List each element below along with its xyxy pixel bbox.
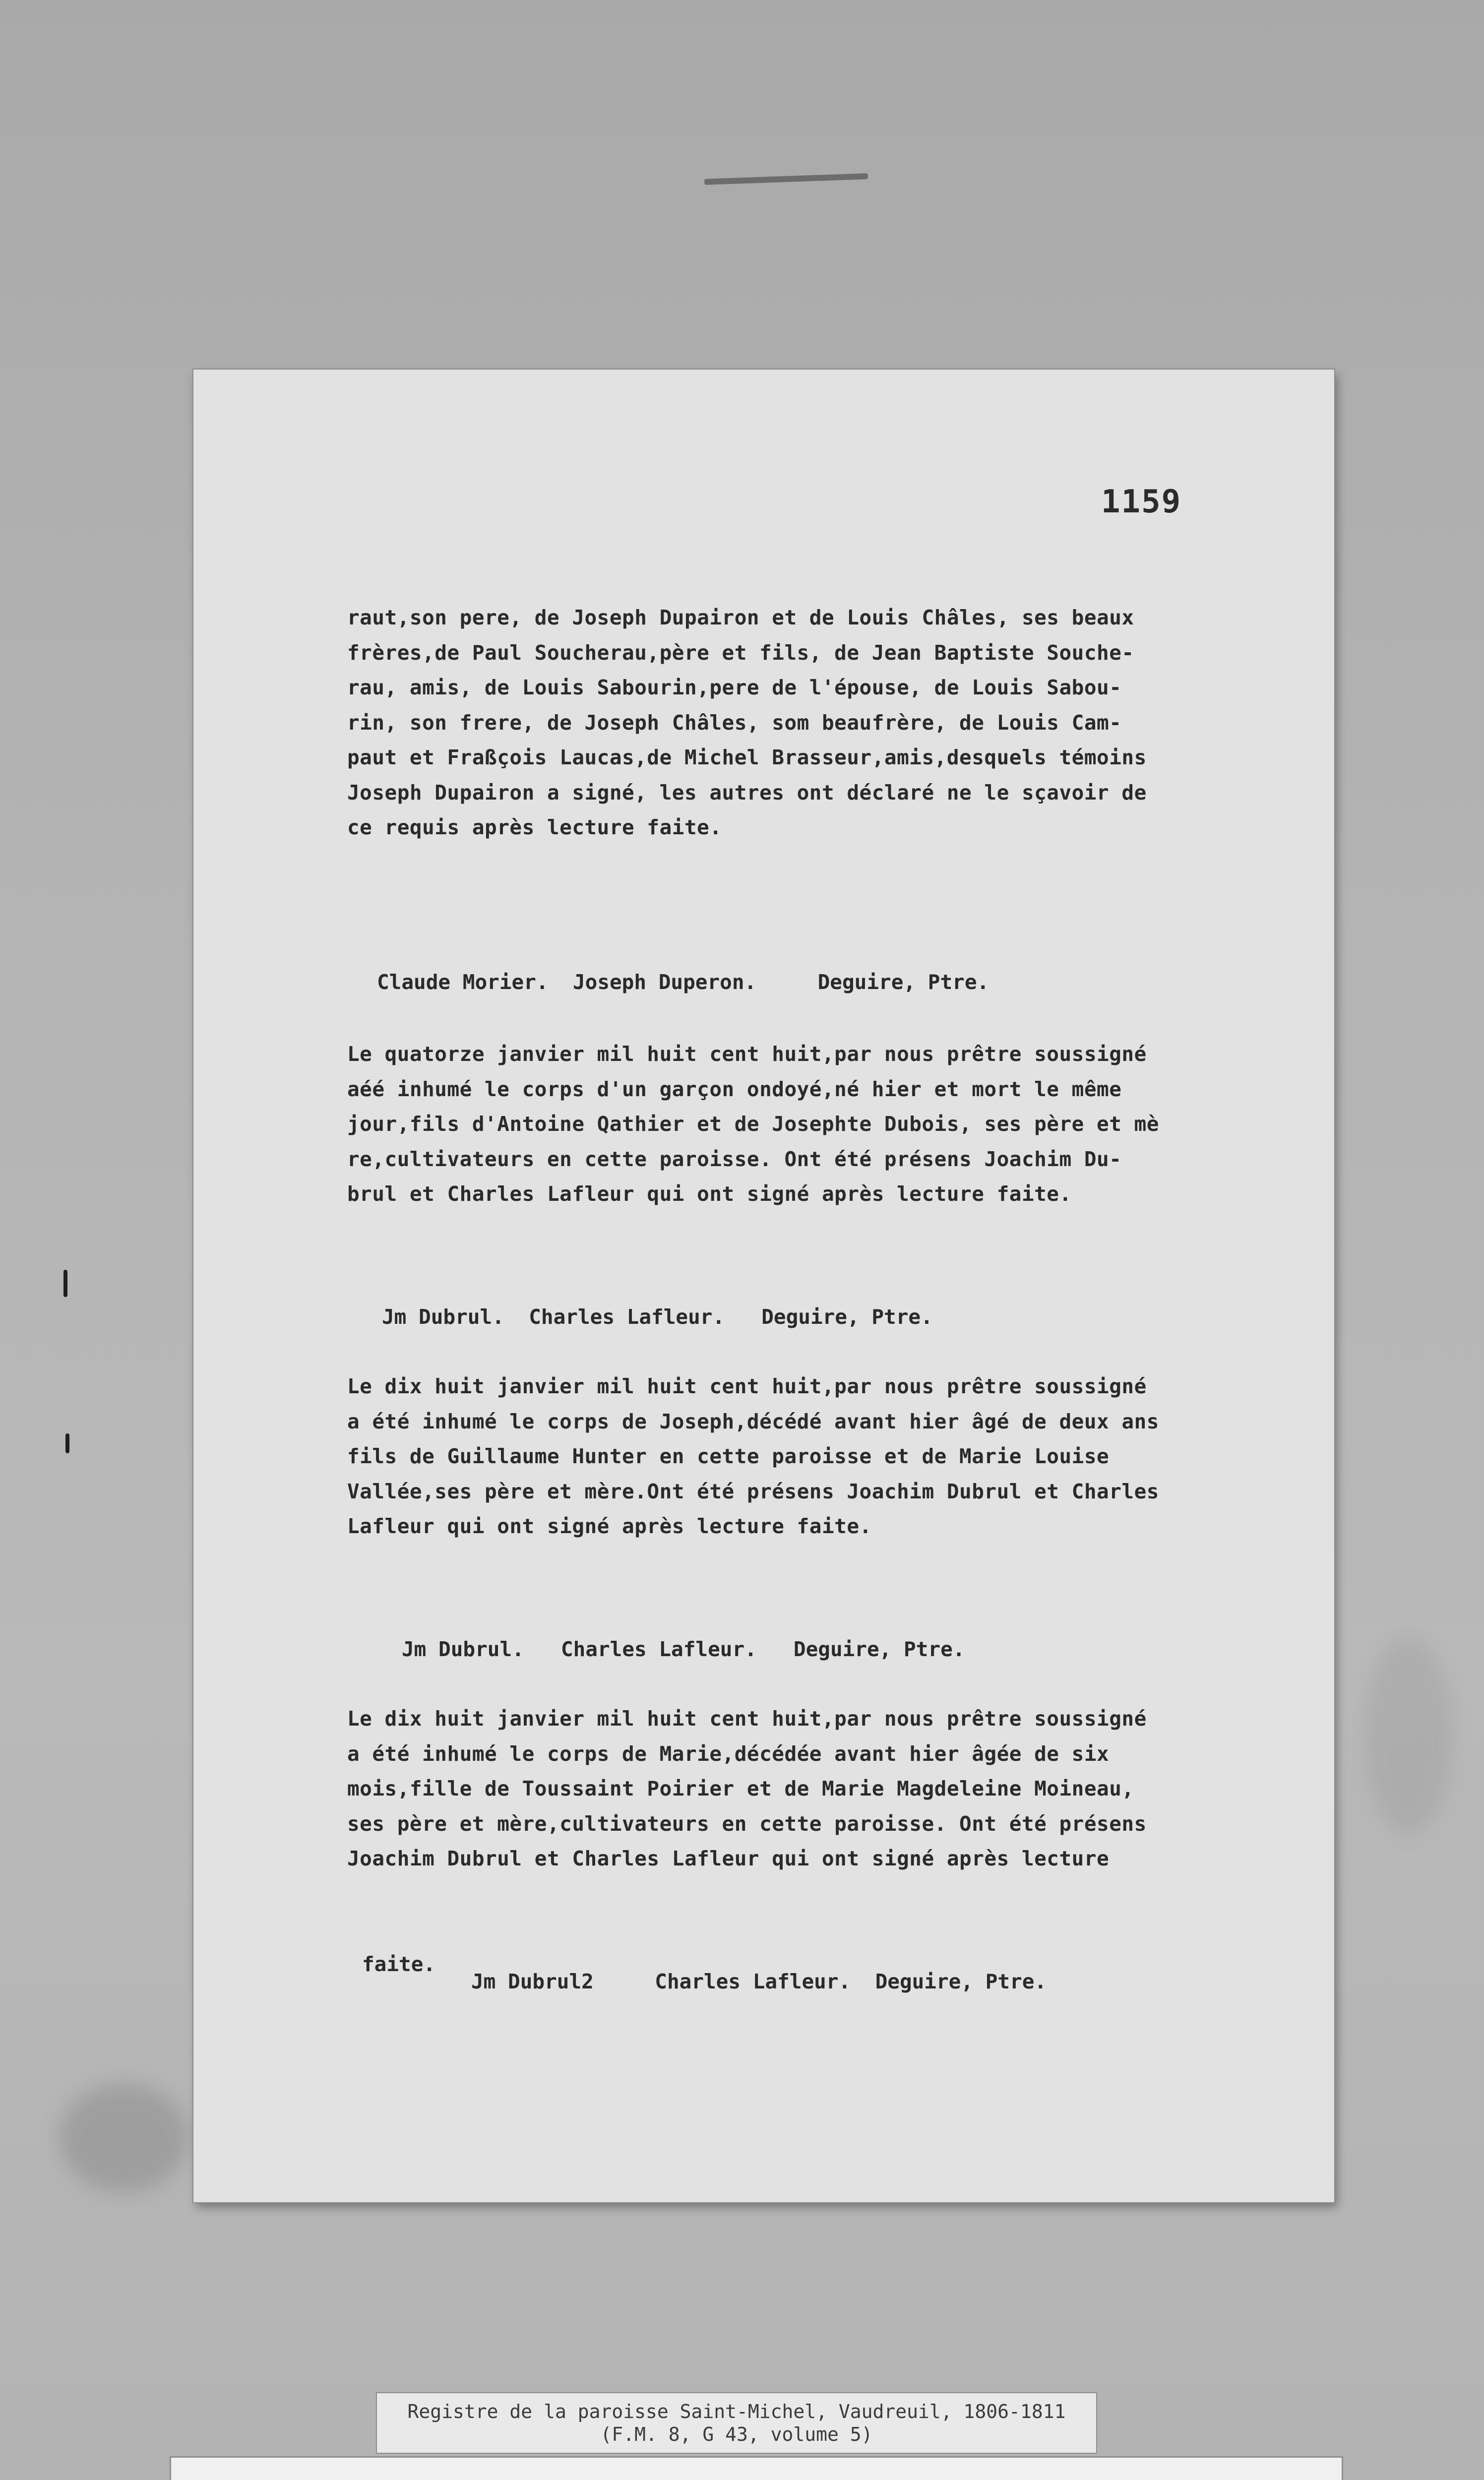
record-continuation — [347, 600, 1290, 845]
record-burial-joseph — [347, 1369, 1290, 1544]
record-line: Joseph Dupairon a signé, les autres ont déclaré ne le sçavoir de — [347, 780, 1147, 805]
record-line: ce requis après lecture faite. — [347, 815, 722, 839]
record-line: frères,de Paul Soucherau,père et fils, de Jean Baptiste Souche- — [347, 640, 1134, 665]
signatures-record-4: Jm Dubrul2 Charles Lafleur. Deguire, Ptre. — [471, 1970, 1047, 1993]
record-line: raut,son pere, de Joseph Dupairon et de Louis Châles, ses beaux — [347, 606, 1134, 629]
film-scratch — [65, 1433, 69, 1453]
record-line: aéé inhumé le corps d'un garçon ondoyé,né hier et mort le même — [347, 1077, 1122, 1101]
caption-title: Registre de la paroisse Saint-Michel, Vaudreuil, 1806-1811 — [407, 2401, 1066, 2422]
microfilm-caption — [377, 2393, 1096, 2453]
record-line: fils de Guillaume Hunter en cette paroisse et de Marie Louise — [347, 1444, 1110, 1468]
record-line: a été inhumé le corps de Joseph,décédé avant hier âgé de deux ans — [347, 1409, 1159, 1433]
film-stain — [1364, 1637, 1453, 1835]
record-line: Le dix huit janvier mil huit cent huit,par nous prêtre soussigné — [347, 1707, 1147, 1731]
film-scratch — [704, 173, 868, 185]
record-burial-garcon — [347, 1037, 1290, 1212]
record-line: Lafleur qui ont signé après lecture faite. — [347, 1514, 872, 1538]
film-scratch — [63, 1270, 67, 1297]
record-burial-marie — [347, 1701, 1290, 1876]
record-line: paut et Fraßçois Laucas,de Michel Brasseur,amis,desquels témoins — [347, 745, 1147, 769]
caption-reference: (F.M. 8, G 43, volume 5) — [600, 2423, 873, 2445]
signatures-record-3: Jm Dubrul. Charles Lafleur. Deguire, Ptre. — [402, 1637, 965, 1661]
signatures-record-2: Jm Dubrul. Charles Lafleur. Deguire, Ptre. — [382, 1305, 933, 1329]
record-line: rin, son frere, de Joseph Châles, som beaufrère, de Louis Cam- — [347, 710, 1122, 735]
record-line: Joachim Dubrul et Charles Lafleur qui ont signé après lecture — [347, 1847, 1110, 1870]
record-line: ses père et mère,cultivateurs en cette paroisse. Ont été présens — [347, 1811, 1147, 1836]
record-line: a été inhumé le corps de Marie,décédée avant hier âgée de six — [347, 1741, 1110, 1766]
record-closing: faite. — [362, 1952, 436, 1976]
record-line: mois,fille de Toussaint Poirier et de Marie Magdeleine Moineau, — [347, 1777, 1134, 1800]
record-line: brul et Charles Lafleur qui ont signé après lecture faite. — [347, 1182, 1072, 1206]
record-line: rau, amis, de Louis Sabourin,pere de l'épouse, de Louis Sabou- — [347, 676, 1122, 699]
record-line: Vallée,ses père et mère.Ont été présens Joachim Dubrul et Charles — [347, 1479, 1159, 1503]
archives-stamp-card — [171, 2458, 1342, 2480]
signatures-record-1: Claude Morier. Joseph Duperon. Deguire, Ptre. — [377, 970, 989, 994]
record-line: jour,fils d'Antoine Qathier et de Josephte Dubois, ses père et mè — [347, 1112, 1159, 1136]
record-line: Le quatorze janvier mil huit cent huit,par nous prêtre soussigné — [347, 1042, 1147, 1066]
film-stain — [60, 2083, 188, 2192]
page-number: 1159 — [1101, 484, 1182, 520]
record-line: Le dix huit janvier mil huit cent huit,par nous prêtre soussigné — [347, 1374, 1147, 1398]
record-line: re,cultivateurs en cette paroisse. Ont été présens Joachim Du- — [347, 1147, 1122, 1171]
